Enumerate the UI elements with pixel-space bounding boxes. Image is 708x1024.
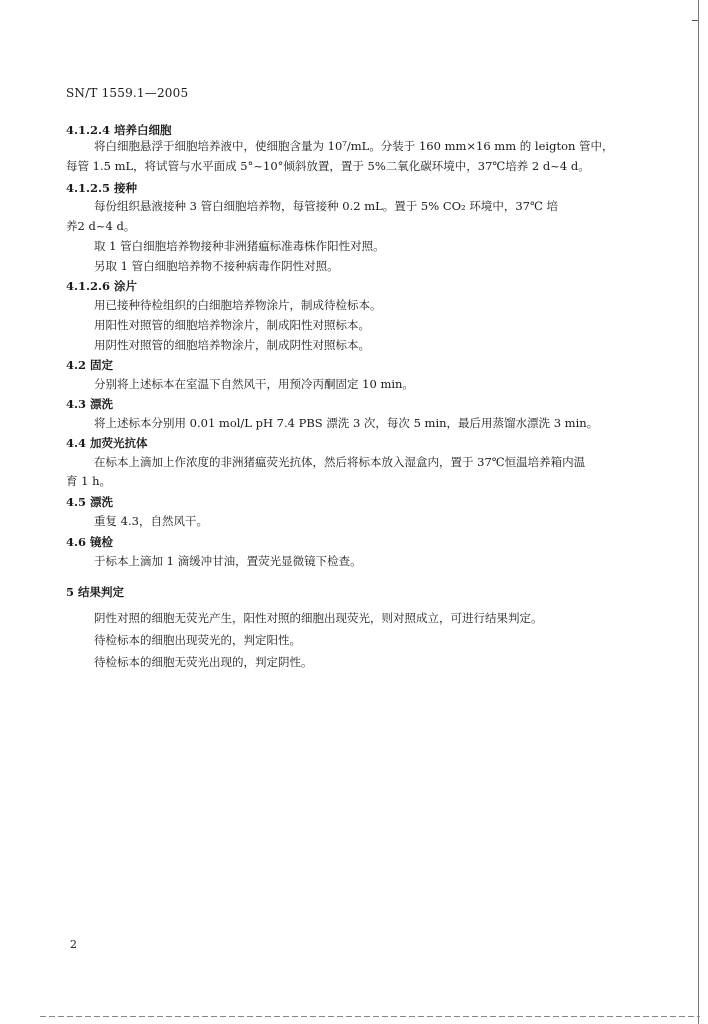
paragraph-line: 于标本上滴加 1 滴缓冲甘油，置荧光显微镜下检查。 xyxy=(94,554,362,568)
paragraph-line: 用阴性对照管的细胞培养物涂片，制成阴性对照标本。 xyxy=(94,338,370,352)
section-4-1-2-4-heading: 4.1.2.4 培养白细胞 xyxy=(66,123,172,137)
paragraph-line: 将上述标本分别用 0.01 mol/L pH 7.4 PBS 漂洗 3 次，每次 5 min，最后用蒸馏水漂洗 3 min。 xyxy=(94,416,599,430)
paragraph-line: 重复 4.3，自然风干。 xyxy=(94,514,208,528)
paragraph-line: 育 1 h。 xyxy=(66,474,112,488)
section-4-4-heading: 4.4 加荧光抗体 xyxy=(66,436,148,450)
scan-edge-bottom xyxy=(40,1016,700,1017)
standard-number-header: SN/T 1559.1—2005 xyxy=(66,86,189,100)
section-4-1-2-6-heading: 4.1.2.6 涂片 xyxy=(66,279,138,293)
paragraph-line: 阴性对照的细胞无荧光产生，阳性对照的细胞出现荧光，则对照成立，可进行结果判定。 xyxy=(94,611,543,625)
paragraph-line: 养2 d~4 d。 xyxy=(66,219,136,233)
paragraph-line: 每管 1.5 mL，将试管与水平面成 5°~10°倾斜放置，置于 5%二氧化碳环境中，37℃培养 2 d~4 d。 xyxy=(66,159,590,173)
paragraph-line: 在标本上滴加上作浓度的非洲猪瘟荧光抗体，然后将标本放入湿盒内，置于 37℃恒温培养箱内温 xyxy=(94,455,586,469)
paragraph-line: 将白细胞悬浮于细胞培养液中，使细胞含量为 10⁷/mL。分装于 160 mm×16 mm 的 leigton 管中， xyxy=(94,139,614,153)
paragraph-line: 用阳性对照管的细胞培养物涂片，制成阳性对照标本。 xyxy=(94,318,370,332)
section-4-3-heading: 4.3 漂洗 xyxy=(66,397,114,411)
paragraph-line: 用已接种待检组织的白细胞培养物涂片，制成待检标本。 xyxy=(94,298,382,312)
page-number: 2 xyxy=(70,938,77,951)
paragraph-line: 待检标本的细胞出现荧光的，判定阳性。 xyxy=(94,633,301,647)
section-4-6-heading: 4.6 镜检 xyxy=(66,535,114,549)
paragraph-line: 另取 1 管白细胞培养物不接种病毒作阴性对照。 xyxy=(94,259,339,273)
section-4-5-heading: 4.5 漂洗 xyxy=(66,495,114,509)
paragraph-line: 取 1 管白细胞培养物接种非洲猪瘟标准毒株作阳性对照。 xyxy=(94,239,385,253)
section-5-heading: 5 结果判定 xyxy=(66,585,125,599)
section-4-1-2-5-heading: 4.1.2.5 接种 xyxy=(66,181,138,195)
section-4-2-heading: 4.2 固定 xyxy=(66,358,114,372)
paragraph-line: 分别将上述标本在室温下自然风干，用预冷丙酮固定 10 min。 xyxy=(94,377,414,391)
paragraph-line: 每份组织悬液接种 3 管白细胞培养物，每管接种 0.2 mL。置于 5% CO₂ 环境中，37℃ 培 xyxy=(94,199,558,213)
scan-edge-right xyxy=(698,0,699,1024)
paragraph-line: 待检标本的细胞无荧光出现的，判定阴性。 xyxy=(94,655,313,669)
